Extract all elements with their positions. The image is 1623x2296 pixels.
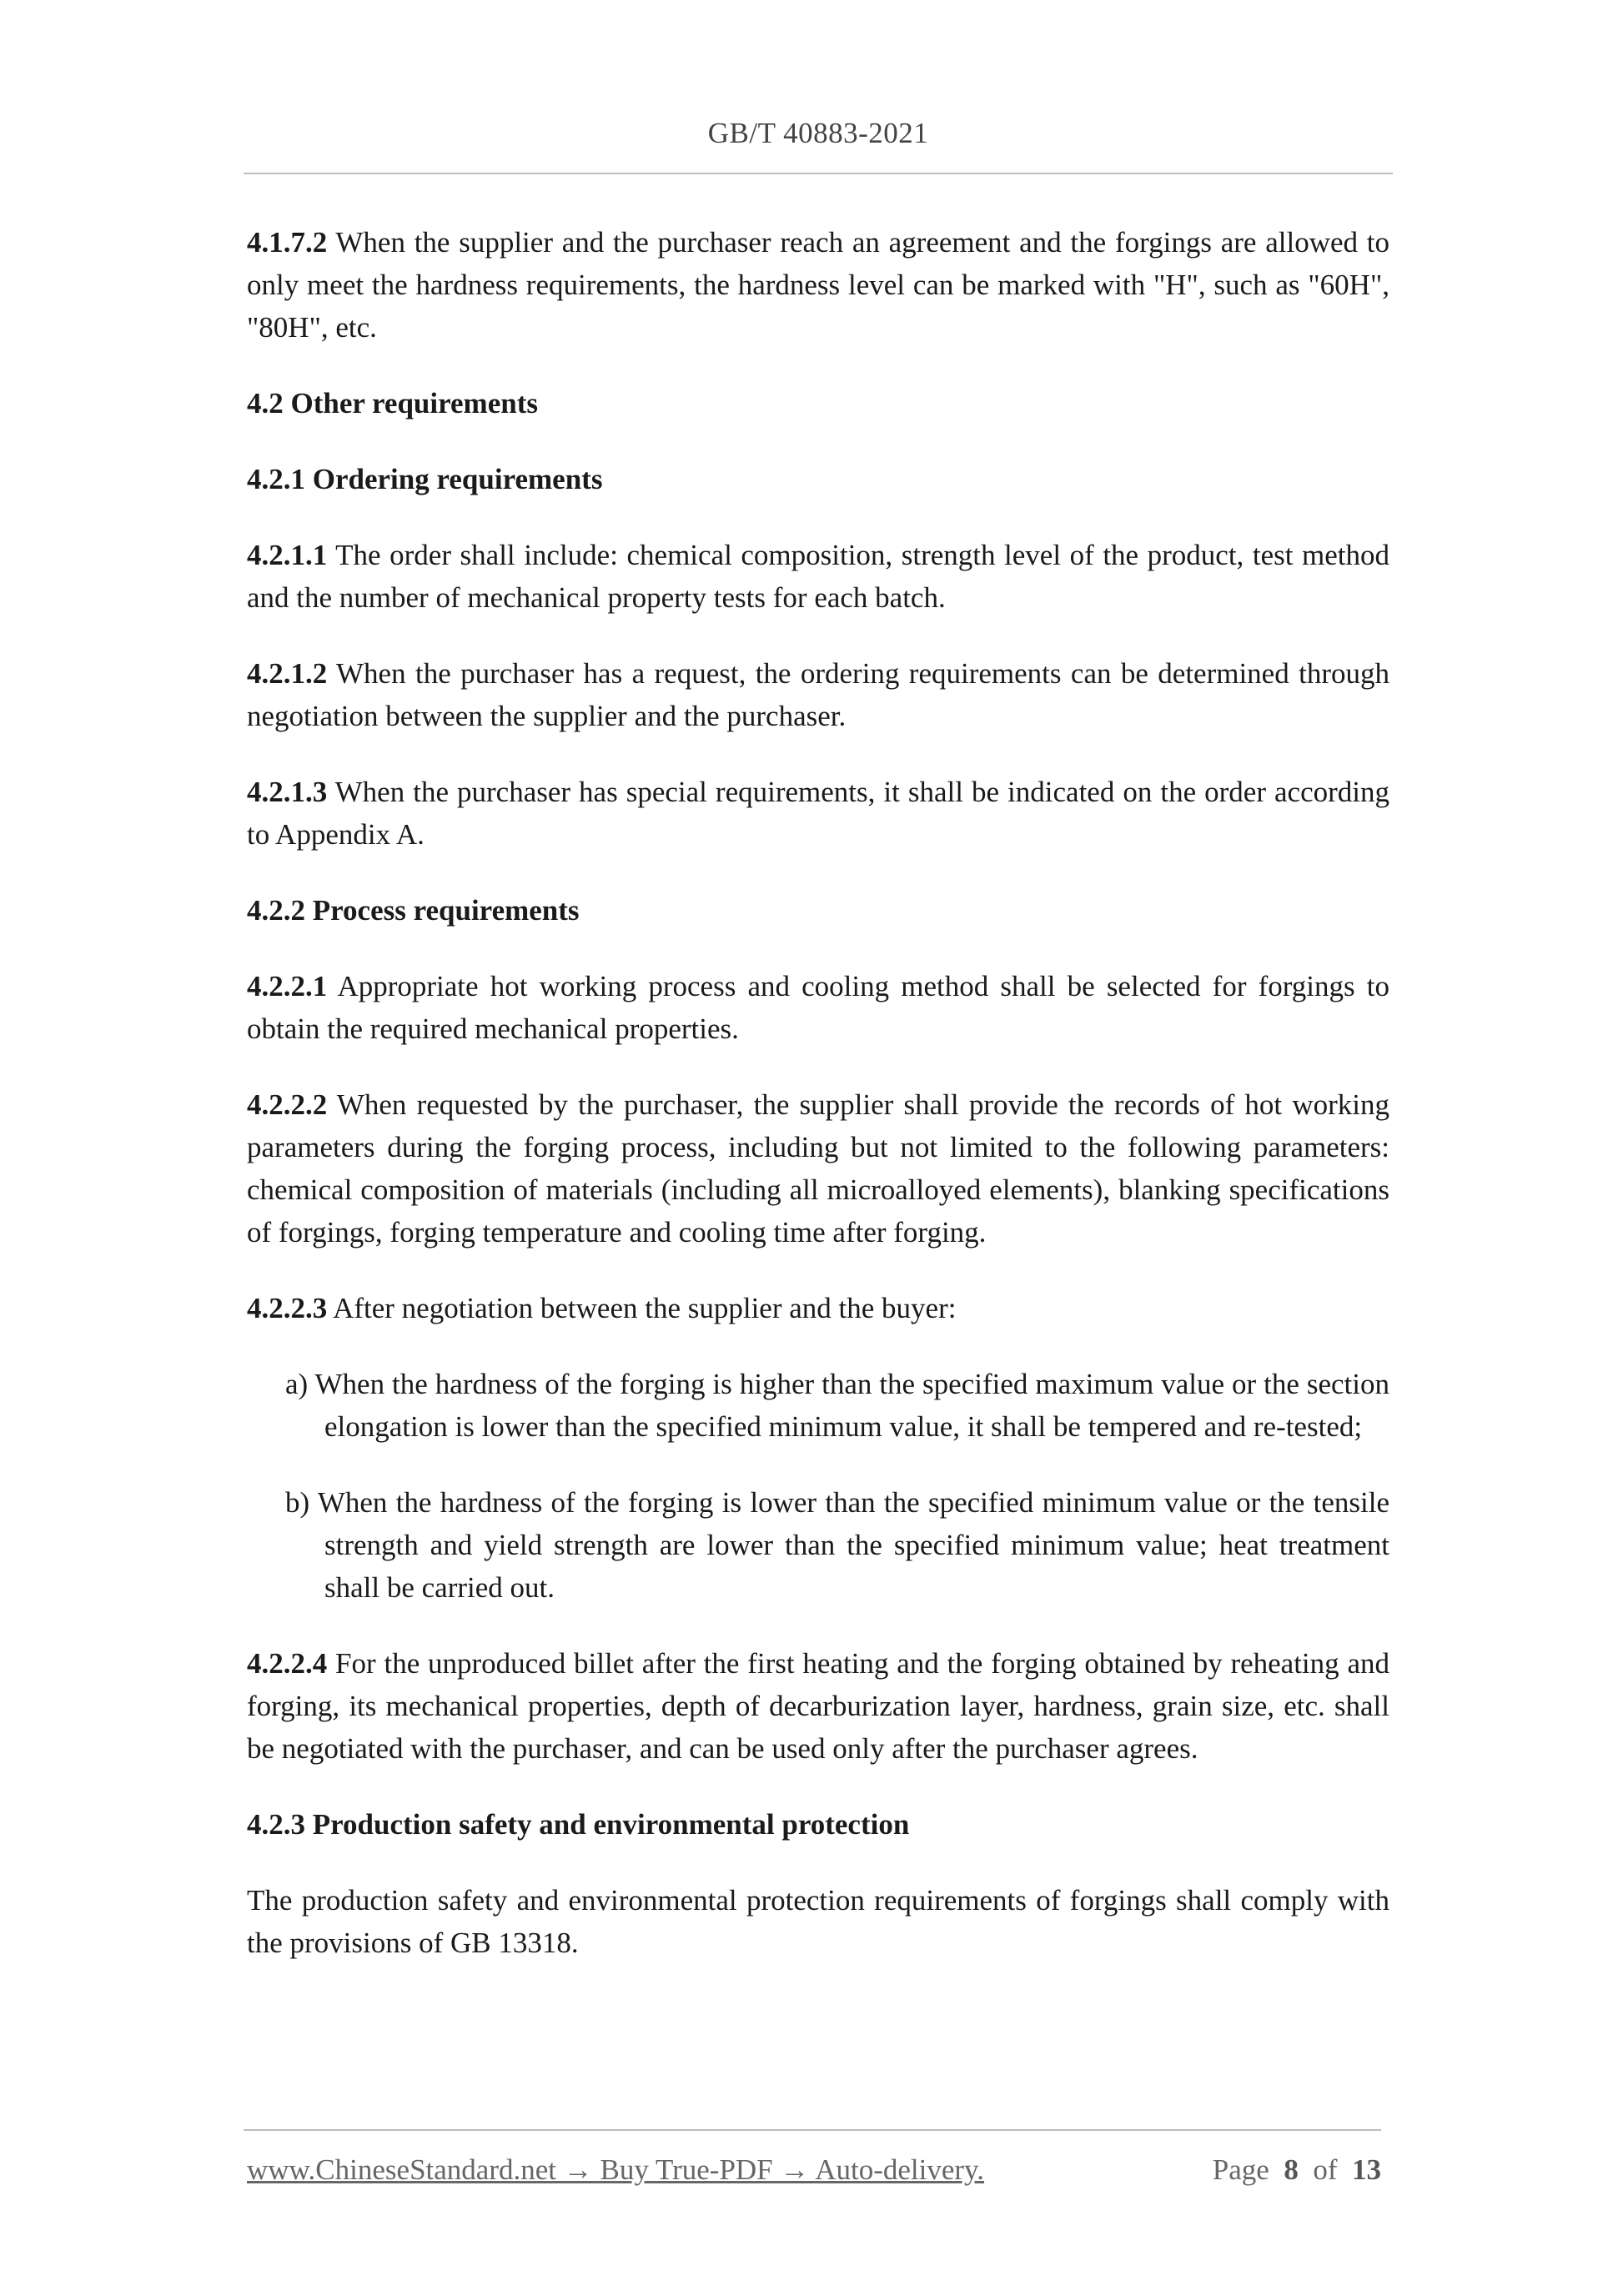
clause-4-1-7-2 [247, 221, 1389, 349]
clause-text: When the supplier and the purchaser reach an agreement and the forgings are allowed to only meet the hardness requirements, the hardness level can be marked with "H", such as "60H", "80H", etc. [247, 226, 1389, 344]
page-total: 13 [1352, 2153, 1381, 2186]
section-heading-4-2-2: 4.2.2 Process requirements [247, 894, 580, 927]
clause-text: The order shall include: chemical composition, strength level of the product, test method and the number of mechanical property tests for each batch. [247, 539, 1389, 614]
section-heading-4-2-3: 4.2.3 Production safety and environmental protection [247, 1808, 910, 1841]
document-body [247, 221, 1389, 1997]
clause-text: Appropriate hot working process and cooling method shall be selected for forgings to obtain the required mechanical properties. [247, 970, 1389, 1045]
clause-4-2-2-4 [247, 1642, 1389, 1770]
clause-number: 4.2.1.1 [247, 539, 328, 571]
document-header: GB/T 40883-2021 [707, 117, 929, 149]
footer-divider [244, 2129, 1381, 2131]
clause-number: 4.2.2.2 [247, 1088, 328, 1121]
of-label: of [1313, 2153, 1338, 2186]
list-item: b) When the hardness of the forging is lower than the specified minimum value or the tensile strength and yield strength are lower than the specified minimum value; heat treatment shall be carried out. [285, 1486, 1389, 1604]
section-heading-4-2: 4.2 Other requirements [247, 387, 538, 420]
clause-text: For the unproduced billet after the first heating and the forging obtained by reheating and forging, its mechanical properties, depth of decarburization layer, hardness, grain size, etc. shall be negotiated with the purchaser, and can be used only after the purchaser agrees. [247, 1647, 1389, 1765]
clause-4-2-2-2 [247, 1083, 1389, 1254]
clause-text: When the purchaser has a request, the ordering requirements can be determined through negotiation between the supplier and the purchaser. [247, 657, 1389, 732]
section-heading-4-2-1: 4.2.1 Ordering requirements [247, 463, 603, 495]
clause-4-2-1-3 [247, 771, 1389, 856]
clause-number: 4.2.1.3 [247, 776, 328, 808]
page-current: 8 [1284, 2153, 1299, 2186]
clause-4-2-2-3 [247, 1287, 1389, 1329]
clause-text: When the purchaser has special requirements, it shall be indicated on the order according to Appendix A. [247, 776, 1389, 851]
clause-number: 4.2.2.3 [247, 1292, 328, 1324]
clause-4-2-1-1 [247, 534, 1389, 619]
clause-number: 4.2.1.2 [247, 657, 328, 690]
footer-website-link[interactable]: www.ChineseStandard.net → Buy True-PDF → Auto-delivery. [247, 2153, 985, 2186]
list-item: a) When the hardness of the forging is higher than the specified maximum value or the section elongation is lower than the specified minimum value, it shall be tempered and re-tested; [285, 1368, 1389, 1443]
clause-number: 4.2.2.4 [247, 1647, 328, 1680]
clause-text: After negotiation between the supplier and the buyer: [327, 1292, 957, 1324]
clause-4-2-2-1 [247, 965, 1389, 1050]
clause-number: 4.2.2.1 [247, 970, 328, 1002]
header-divider [244, 173, 1393, 174]
page-indicator [1213, 2153, 1381, 2187]
clause-number: 4.1.7.2 [247, 226, 328, 259]
clause-text: When requested by the purchaser, the supplier shall provide the records of hot working parameters during the forging process, including but not limited to the following parameters: chemical composition of materials (including all microalloyed elements), blanking specifications of forgings, forging temperature and cooling time after forging. [247, 1088, 1389, 1248]
page-label: Page [1212, 2153, 1269, 2186]
clause-4-2-1-2 [247, 652, 1389, 737]
clause-4-2-3: The production safety and environmental protection requirements of forgings shall comply with the provisions of GB 13318. [247, 1884, 1389, 1959]
